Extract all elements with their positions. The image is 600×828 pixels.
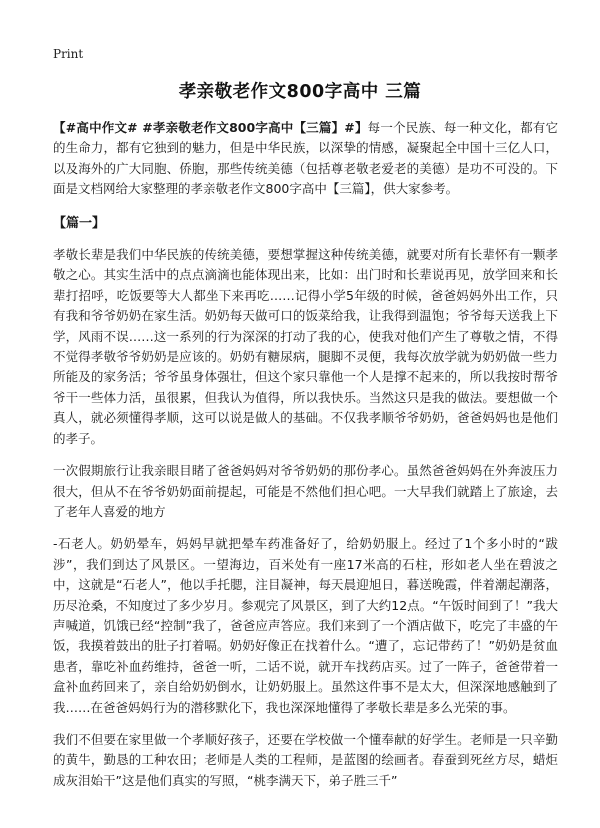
- paragraph-1: 孝敬长辈是我们中华民族的传统美德，要想掌握这种传统美德，就要对所有长辈怀有一颗孝敬之心。其实生活中的点点滴滴也能体现出来，比如：出门时和长辈说再见，放学回来和长辈打招呼，吃饭要等大人都坐下来再吃……记得小学5年级的时候，爸爸妈妈外出工作，只有我和爷爷奶奶在家生活。奶奶每天做可口的饭菜给我，让我得到温饱；爷爷每天送我上下学，风雨不误……这一系列的行为深深的打动了我的心，使我对他们产生了尊敬之情，不得不觉得孝敬爷爷奶奶是应该的。奶奶有糖尿病，腿脚不灵便，我每次放学就为奶奶做一些力所能及的家务活；爷爷虽身体强壮，但这个家只靠他一个人是撑不起来的，所以我按时帮爷爷干一些体力活，虽很累，但我认为值得，所以我快乐。当然这只是我的做法。要想做一个真人，就必须懂得孝顺，这可以说是做人的基础。不仅我孝顺爷爷奶奶，爸爸妈妈也是他们的孝子。: [53, 247, 558, 446]
- paragraph-2: 一次假期旅行让我亲眼目睹了爸爸妈妈对爷爷奶奶的那份孝心。虽然爸爸妈妈在外奔波压力很大，但从不在爷爷奶奶面前提起，可能是不然他们担心吧。一大早我们就踏上了旅途，去了老年人喜爱的地方: [53, 463, 558, 519]
- paragraph-4: 我们不但要在家里做一个孝顺好孩子，还要在学校做一个懂奉献的好学生。老师是一只辛勤的黄牛，勤恳的工种农田；老师是人类的工程师，是蓝图的绘画者。春蚕到死丝方尽，蜡炬成灰泪始干”这是他们真实的写照，“桃李满天下，弟子胜三千”: [53, 731, 558, 788]
- page-title: 孝亲敬老作文800字高中 三篇: [178, 82, 422, 102]
- document-body: [53, 118, 558, 803]
- intro-text: 每一个民族、每一种文化，都有它的生命力，都有它独到的魅力，但是中华民族，以深挚的情感，凝聚起全中国十三亿人口，以及海外的广大同胞、侨胞，那些传统美德（包括尊老敬老爱老的美德）是功不可没的。下面是文档网给大家整理的孝亲敬老作文800字高中【三篇】，供大家参考。: [53, 120, 558, 197]
- intro-tag: 【#高中作文# #孝亲敬老作文800字高中【三篇】#】: [53, 120, 368, 135]
- section-heading: 【篇一】: [53, 215, 106, 231]
- paragraph-3: -石老人。奶奶晕车，妈妈早就把晕车药准备好了，给奶奶服上。经过了1个多小时的“跋涉”，我们到达了风景区。一望海边，百米处有一座17米高的石柱，形如老人坐在碧波之中，这就是“石老人”，他以手托腮，注目凝神，每天晨迎旭日，暮送晚霞，伴着潮起潮落，历尽沧桑，不知度过了多少岁月。参观完了风景区，到了大约12点。“午饭时间到了！”我大声喊道，饥饿已经“控制”我了，爸爸应声答应。我们来到了一个酒店做下，吃完了丰盛的午饭，我摸着鼓出的肚子打着嗝。奶奶好像正在找着什么。“遭了，忘记带药了！”奶奶是贫血患者，靠吃补血药维持，爸爸一听，二话不说，就开车找药店买。过了一阵子，爸爸带着一盒补血药回来了，亲自给奶奶倒水，让奶奶服上。虽然这件事不是太大，但深深地感触到了我……在爸爸妈妈行为的潜移默化下，我也深深地懂得了孝敬长辈是多么光荣的事。: [53, 536, 558, 715]
- print-label: Print: [53, 47, 84, 61]
- intro-paragraph: [53, 118, 558, 200]
